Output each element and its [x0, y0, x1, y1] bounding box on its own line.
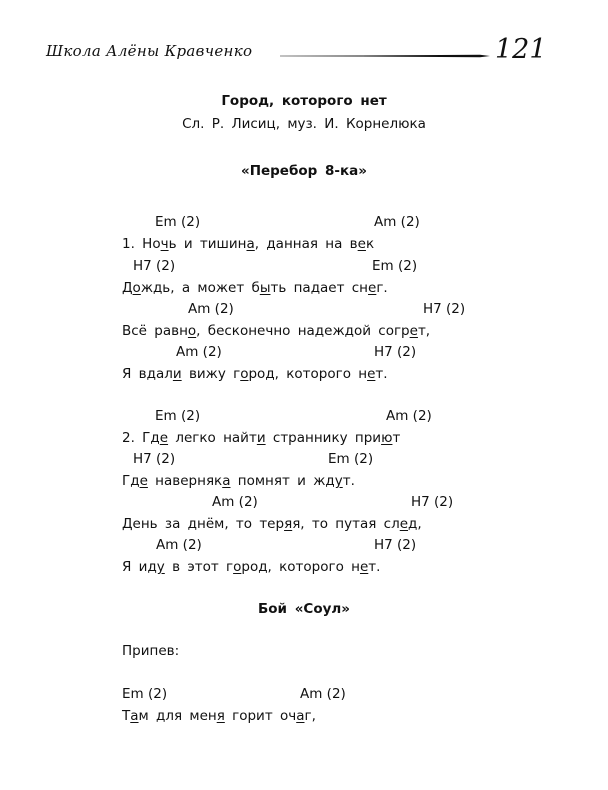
lyric-line: Всё равно, бесконечно надеждой согрет, [122, 323, 431, 339]
song-credits: Сл. Р. Лисиц, муз. И. Корнелюка [182, 116, 426, 132]
chord: Am (2) [176, 344, 222, 360]
lyric-line: Там для меня горит очаг, [122, 708, 316, 724]
lyric-line: 2. Где легко найти страннику приют [122, 430, 401, 446]
chord: Am (2) [212, 494, 258, 510]
chord: Em (2) [122, 686, 168, 702]
lyric-line: День за днём, то теряя, то путая след, [122, 516, 422, 532]
chord: Am (2) [386, 408, 432, 424]
chord: H7 (2) [423, 301, 466, 317]
lyric-line: Где наверняка помнят и ждут. [122, 473, 355, 489]
lyric-line: Я вдали вижу город, которого нет. [122, 366, 388, 382]
chord: Am (2) [188, 301, 234, 317]
song-title: Город, которого нет [221, 93, 387, 109]
chord: H7 (2) [374, 537, 417, 553]
chord: H7 (2) [133, 451, 176, 467]
chord: Em (2) [372, 258, 418, 274]
chord: Am (2) [156, 537, 202, 553]
header-school-name: Школа Алёны Кравченко [46, 42, 253, 60]
picking-pattern-heading: «Перебор 8-ка» [240, 163, 368, 179]
chord: Am (2) [300, 686, 346, 702]
chord: Am (2) [374, 214, 420, 230]
chord: Em (2) [155, 408, 201, 424]
chord: Em (2) [328, 451, 374, 467]
lyric-line: Я иду в этот город, которого нет. [122, 559, 381, 575]
lyric-line: Дождь, а может быть падает снег. [122, 280, 388, 296]
header-ornament-rule [280, 52, 490, 60]
lyric-line: 1. Ночь и тишина, данная на век [122, 236, 375, 252]
chord: H7 (2) [133, 258, 176, 274]
page-number: 121 [495, 34, 547, 65]
chord: H7 (2) [374, 344, 417, 360]
chorus-label: Припев: [122, 643, 180, 659]
chord: H7 (2) [411, 494, 454, 510]
strum-pattern-heading: Бой «Соул» [257, 601, 351, 617]
chord: Em (2) [155, 214, 201, 230]
